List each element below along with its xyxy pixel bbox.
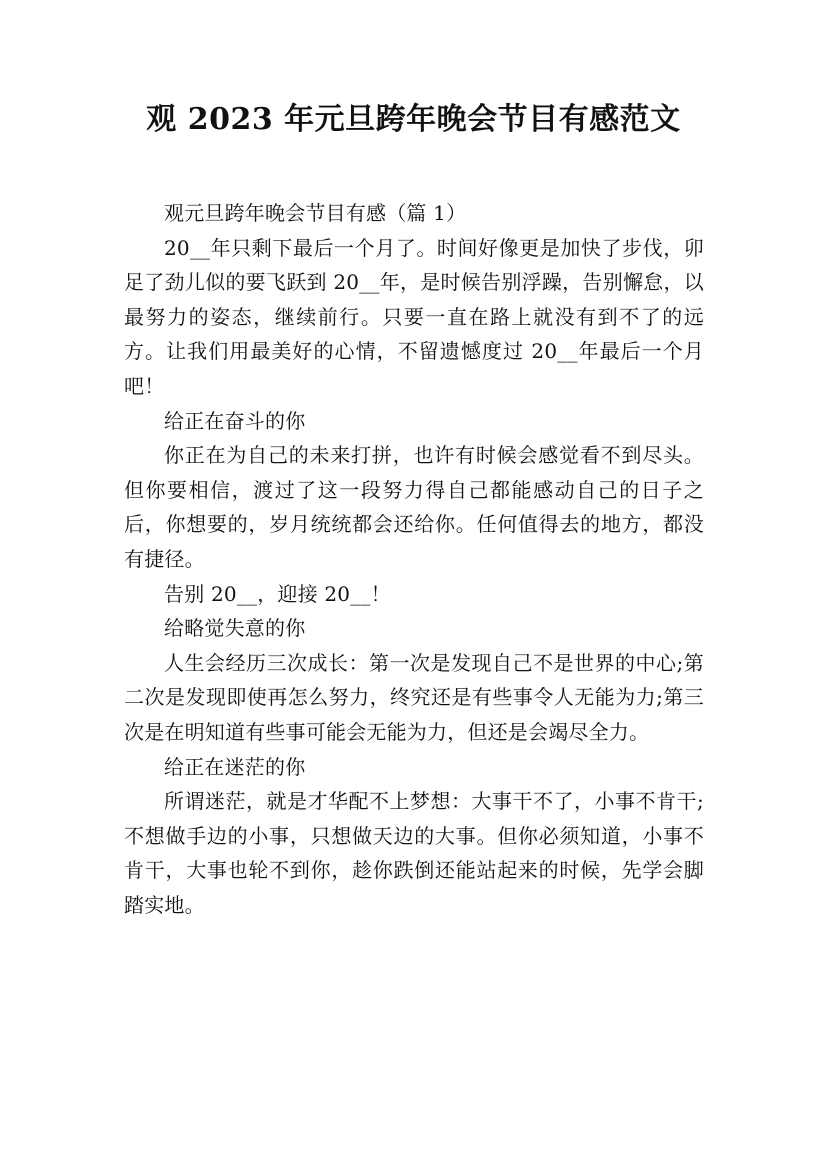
subheading: 给正在奋斗的你 [164, 408, 306, 433]
document-body [124, 196, 704, 922]
subheading: 给正在迷茫的你 [164, 754, 306, 779]
document-title: 观 2023 年元旦跨年晚会节目有感范文 [146, 102, 681, 137]
body-paragraph: 所谓迷茫，就是才华配不上梦想：大事干不了，小事不肯干;不想做手边的小事，只想做天边的大事。但你必须知道，小事不肯干，大事也轮不到你，趁你跌倒还能站起来的时候，先学会脚踏实地。 [124, 789, 704, 917]
subheading: 给略觉失意的你 [164, 616, 306, 641]
body-paragraph: 20__年只剩下最后一个月了。时间好像更是加快了步伐，卯足了劲儿似的要飞跃到 20__年，是时候告别浮躁，告别懈怠，以最努力的姿态，继续前行。只要一直在路上就没有到不了的远方。让我们用最美好的心情，不留遗憾度过 20__年最后一个月吧！ [124, 235, 704, 398]
body-paragraph: 人生会经历三次成长：第一次是发现自己不是世界的中心;第二次是发现即使再怎么努力，终究还是有些事令人无能为力;第三次是在明知道有些事可能会无能为力，但还是会竭尽全力。 [124, 650, 704, 744]
body-paragraph: 你正在为自己的未来打拼，也许有时候会感觉看不到尽头。但你要相信，渡过了这一段努力得自己都能感动自己的日子之后，你想要的，岁月统统都会还给你。任何值得去的地方，都没有捷径。 [124, 443, 704, 571]
section-heading: 观元旦跨年晚会节目有感（篇 1） [164, 201, 467, 225]
body-paragraph: 告别 20__，迎接 20__！ [164, 581, 391, 606]
